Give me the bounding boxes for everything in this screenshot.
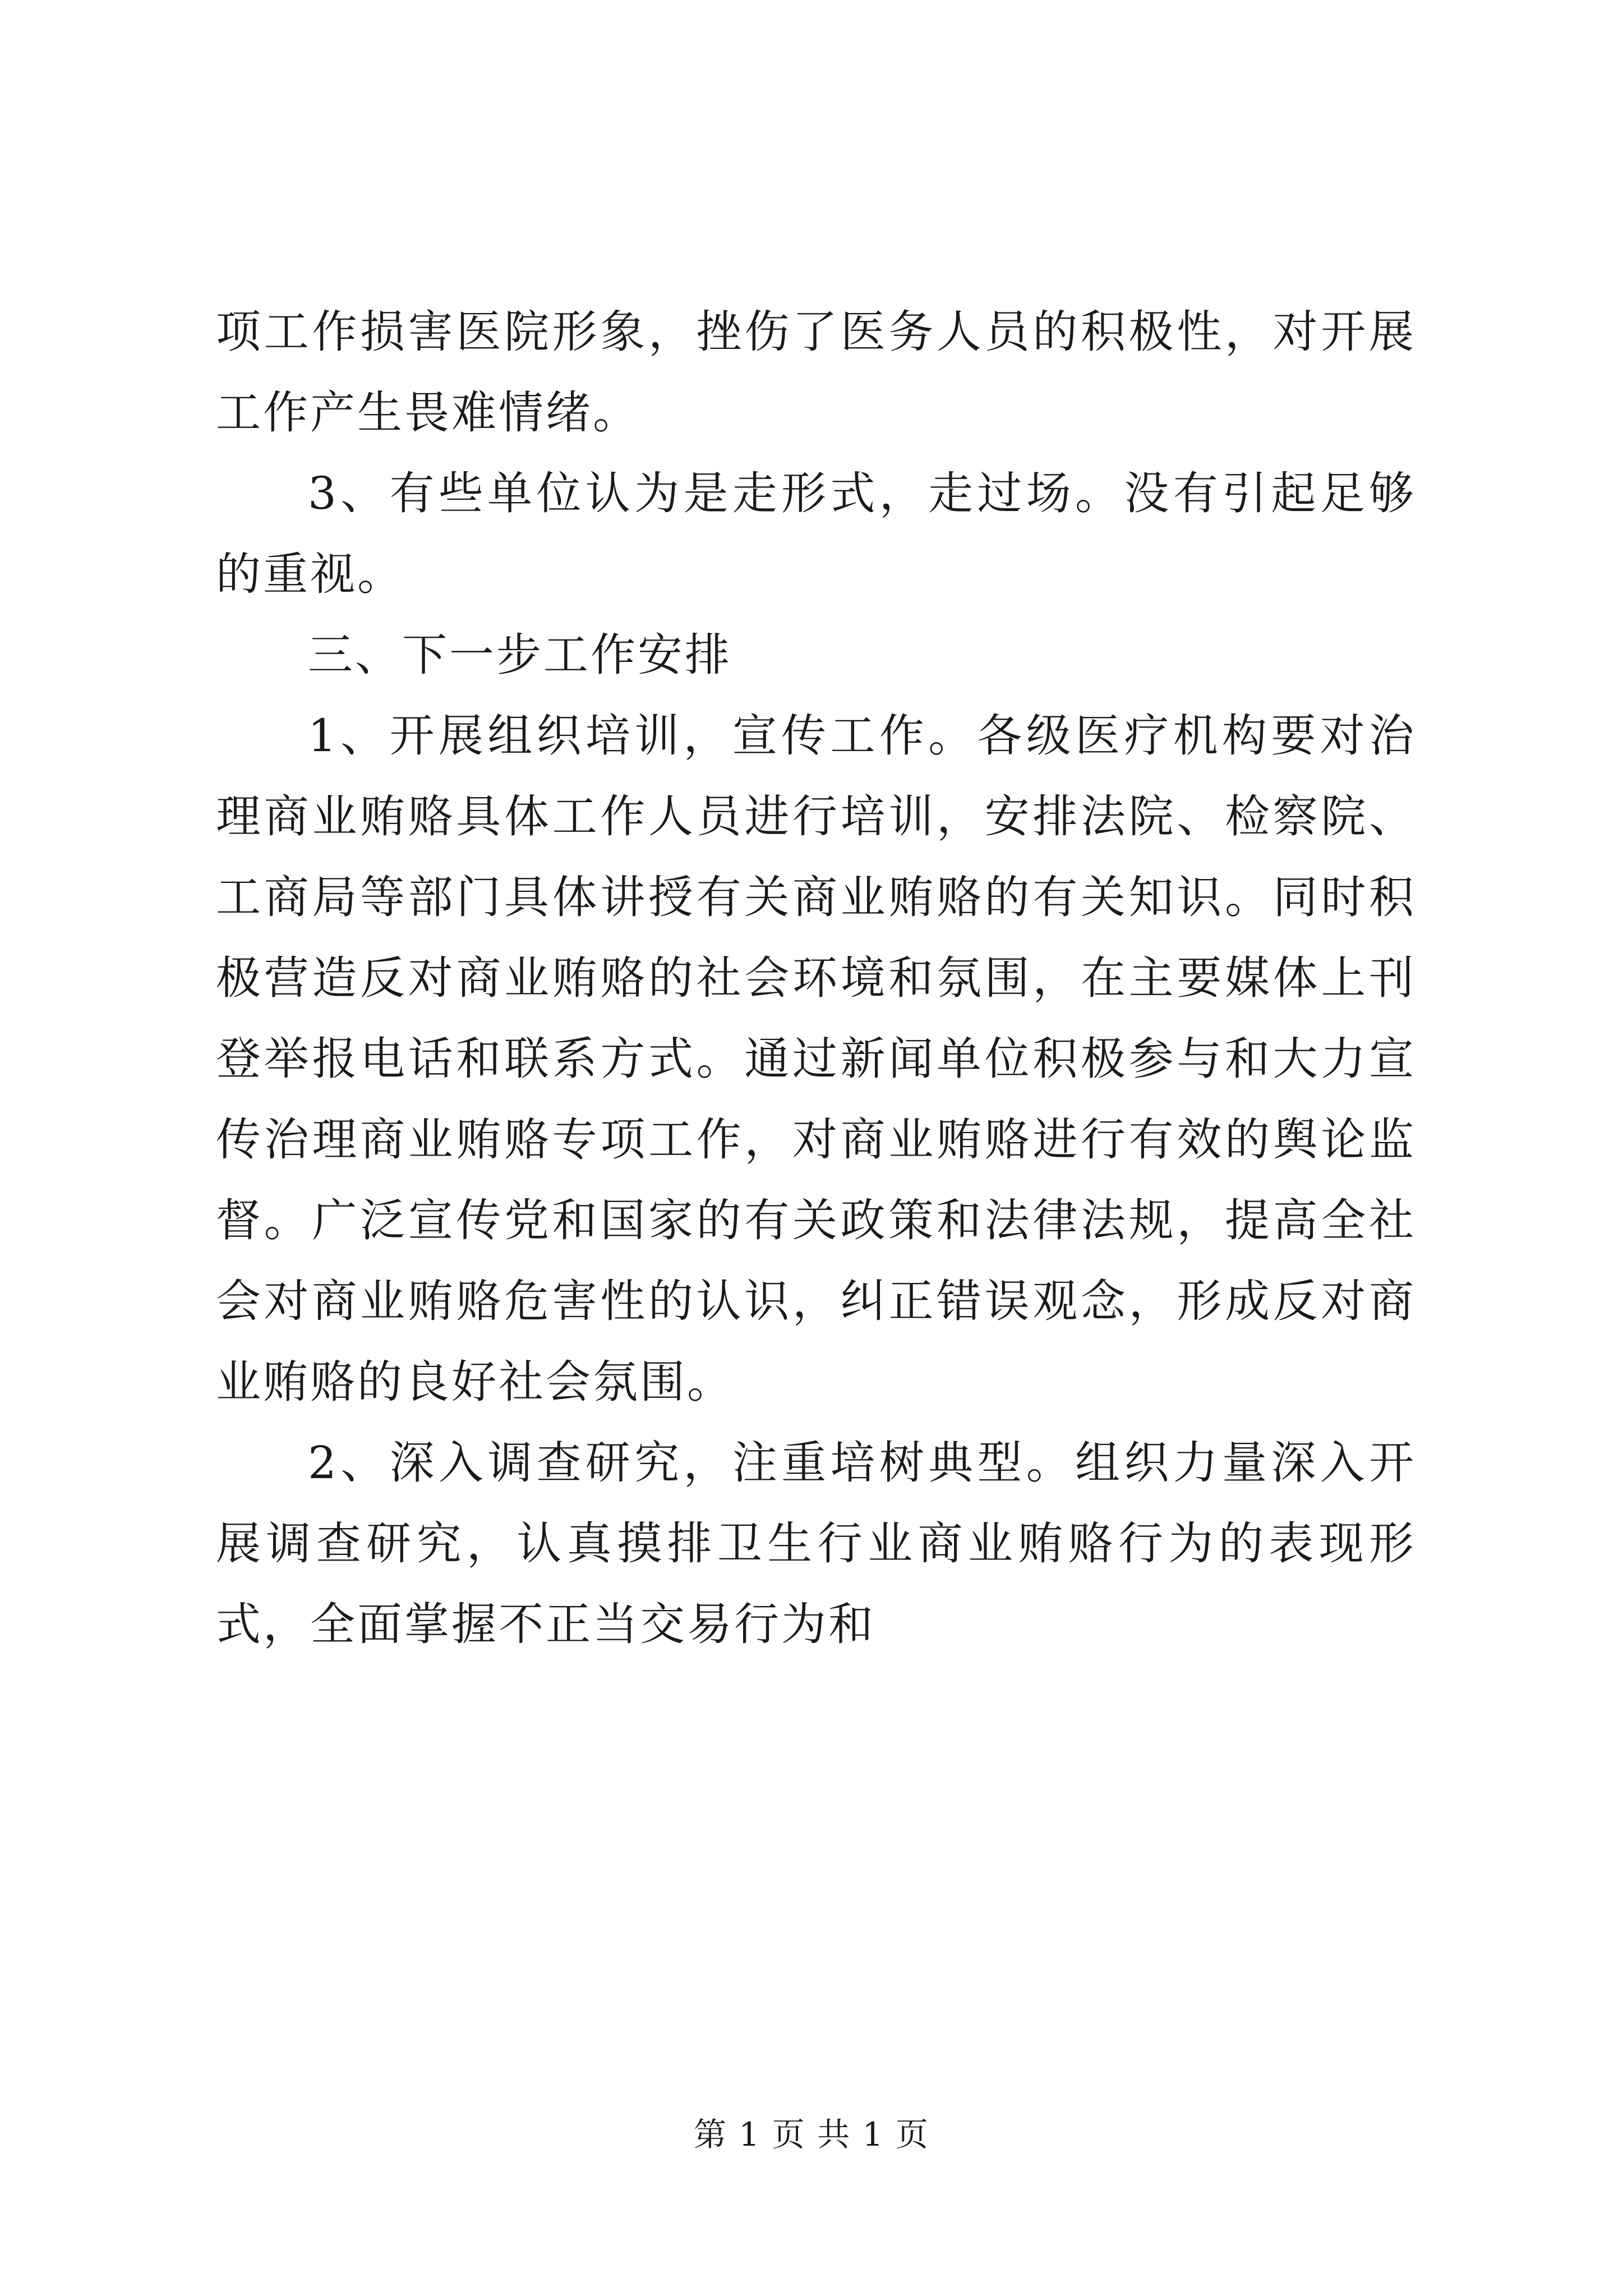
paragraph-item-1-training: 1、开展组织培训，宣传工作。各级医疗机构要对治理商业贿赂具体工作人员进行培训，安排法院、检察院、工商局等部门具体讲授有关商业贿赂的有关知识。同时积极营造反对商业贿赂的社会环境和氛围，在主要媒体上刊登举报电话和联系方式。通过新闻单位积极参与和大力宣传治理商业贿赂专项工作，对商业贿赂进行有效的舆论监督。广泛宣传党和国家的有关政策和法律法规，提高全社会对商业贿赂危害性的认识，纠正错误观念，形成反对商业贿赂的良好社会氛围。	[216, 710, 1416, 1408]
paragraph-continuation: 项工作损害医院形象，挫伤了医务人员的积极性，对开展工作产生畏难情绪。	[216, 306, 1416, 439]
paragraph-item-3: 3、有些单位认为是走形式，走过场。没有引起足够的重视。	[216, 467, 1416, 600]
page-footer: 第 1 页 共 1 页	[694, 2115, 929, 2154]
section-heading-next-steps: 三、下一步工作安排	[308, 629, 732, 681]
document-body	[216, 292, 1416, 1665]
paragraph-item-2-research: 2、深入调查研究，注重培树典型。组织力量深入开展调查研究，认真摸排卫生行业商业贿赂行为的表现形式，全面掌握不正当交易行为和	[216, 1437, 1416, 1650]
